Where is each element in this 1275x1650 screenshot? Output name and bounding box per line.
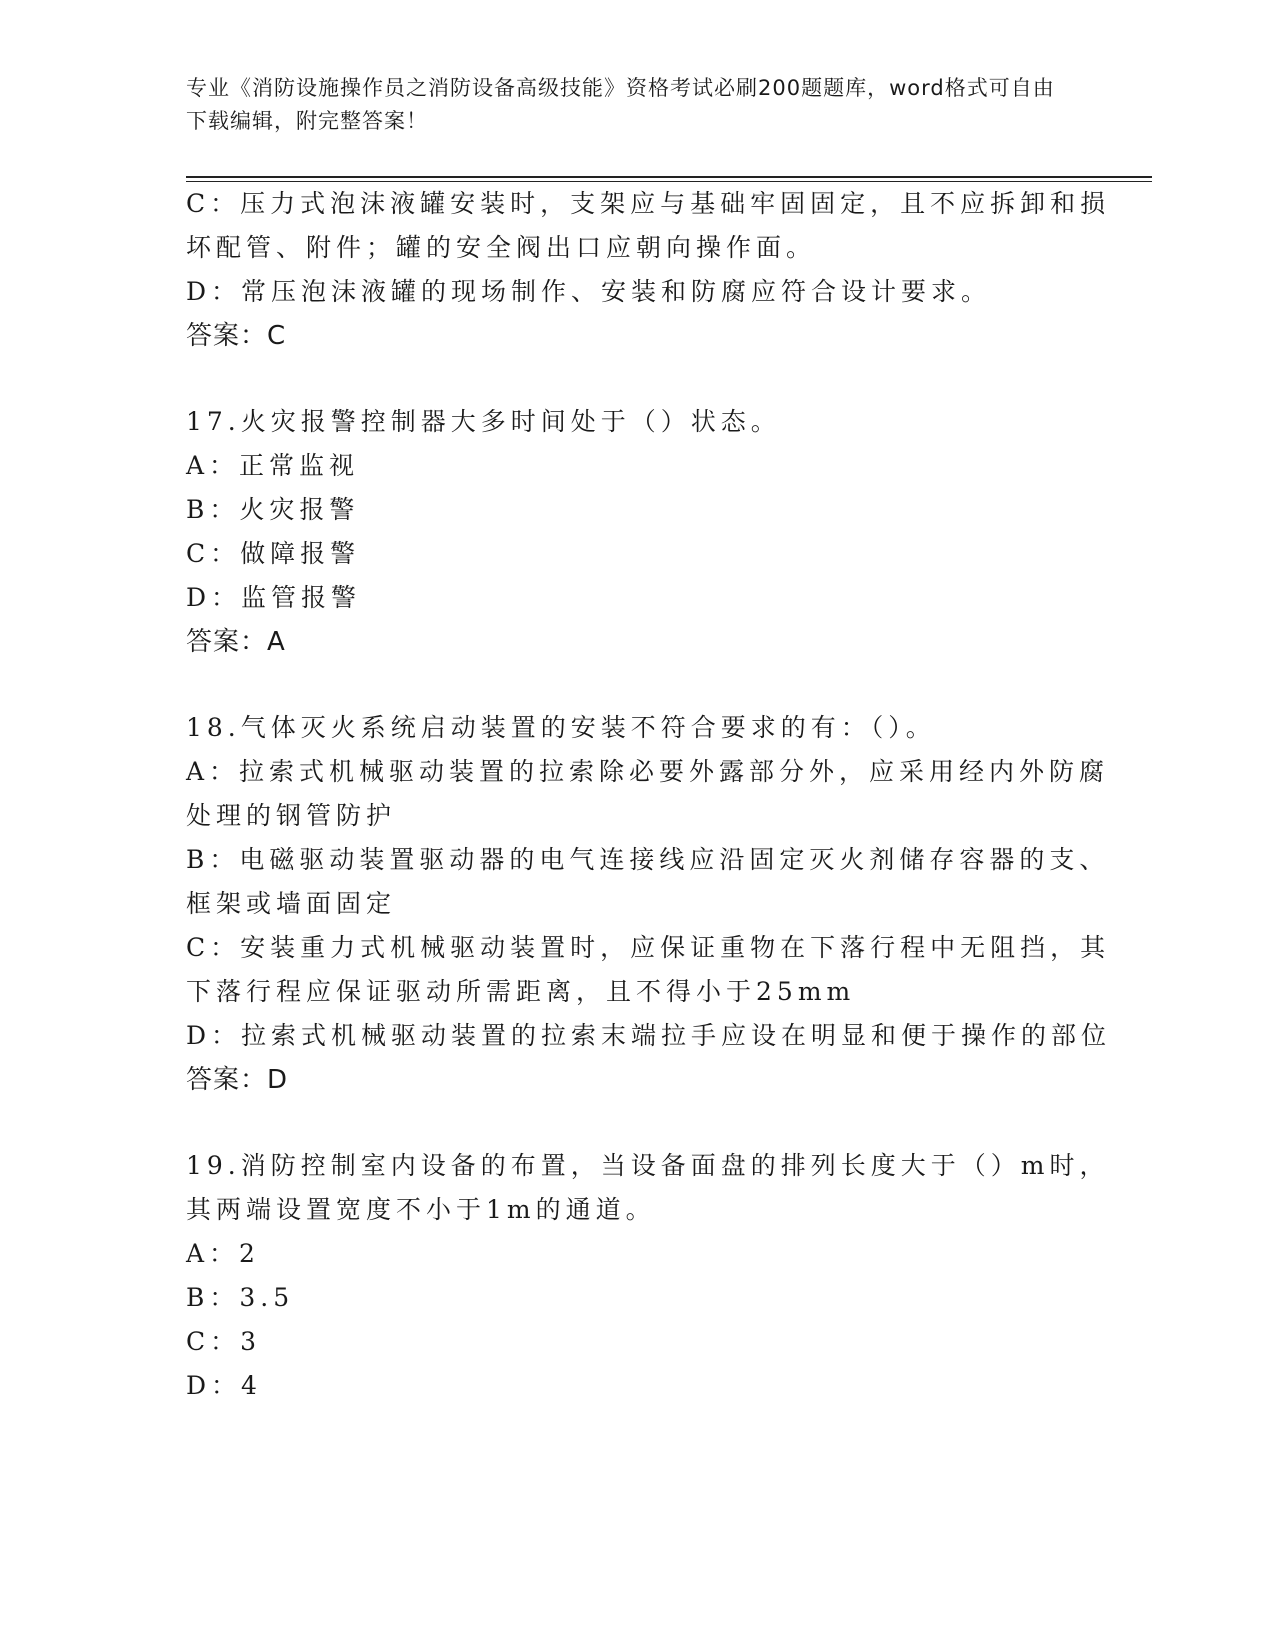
q18-option-b-line1: B：电磁驱动装置驱动器的电气连接线应沿固定灭火剂储存容器的支、 bbox=[186, 845, 1110, 874]
q16-option-c-line1: C：压力式泡沫液罐安装时，支架应与基础牢固固定，且不应拆卸和损 bbox=[186, 189, 1111, 218]
q19-option-c: C：3 bbox=[186, 1327, 262, 1356]
q16-option-d: D：常压泡沫液罐的现场制作、安装和防腐应符合设计要求。 bbox=[186, 277, 992, 306]
q16-option-c-line2: 坏配管、附件；罐的安全阀出口应朝向操作面。 bbox=[186, 233, 817, 262]
q17-option-b: B：火灾报警 bbox=[186, 495, 360, 524]
q18-option-a-line1: A：拉索式机械驱动装置的拉索除必要外露部分外，应采用经内外防腐 bbox=[186, 757, 1110, 786]
document-header: 专业《消防设施操作员之消防设备高级技能》资格考试必刷200题题库，word格式可自由下载编辑，附完整答案！ bbox=[186, 76, 1055, 133]
header-rule-thick bbox=[186, 176, 1152, 178]
q17-option-d: D：监管报警 bbox=[186, 583, 362, 612]
q18-stem: 18.气体灭火系统启动装置的安装不符合要求的有：（）。 bbox=[186, 713, 936, 742]
q19-stem-line2: 其两端设置宽度不小于1m的通道。 bbox=[186, 1195, 656, 1224]
q19-option-b: B：3.5 bbox=[186, 1283, 295, 1312]
q16-answer: 答案：C bbox=[186, 321, 287, 351]
q18-option-a-line2: 处理的钢管防护 bbox=[186, 801, 397, 830]
q17-option-a: A：正常监视 bbox=[186, 451, 360, 480]
header-rule-thin bbox=[186, 181, 1152, 182]
q17-stem: 17.火灾报警控制器大多时间处于（）状态。 bbox=[186, 407, 781, 436]
q19-option-d: D：4 bbox=[186, 1371, 262, 1400]
q18-option-b-line2: 框架或墙面固定 bbox=[186, 889, 397, 918]
q19-stem-line1: 19.消防控制室内设备的布置，当设备面盘的排列长度大于（）m时， bbox=[186, 1151, 1110, 1180]
q18-option-c-line1: C：安装重力式机械驱动装置时，应保证重物在下落行程中无阻挡，其 bbox=[186, 933, 1111, 962]
q18-option-c-line2: 下落行程应保证驱动所需距离，且不得小于25mm bbox=[186, 977, 856, 1006]
q18-answer: 答案：D bbox=[186, 1065, 289, 1095]
q19-option-a: A：2 bbox=[186, 1239, 260, 1268]
q18-option-d: D：拉索式机械驱动装置的拉索末端拉手应设在明显和便于操作的部位 bbox=[186, 1021, 1112, 1050]
q17-answer: 答案：A bbox=[186, 627, 286, 657]
q17-option-c: C：做障报警 bbox=[186, 539, 361, 568]
